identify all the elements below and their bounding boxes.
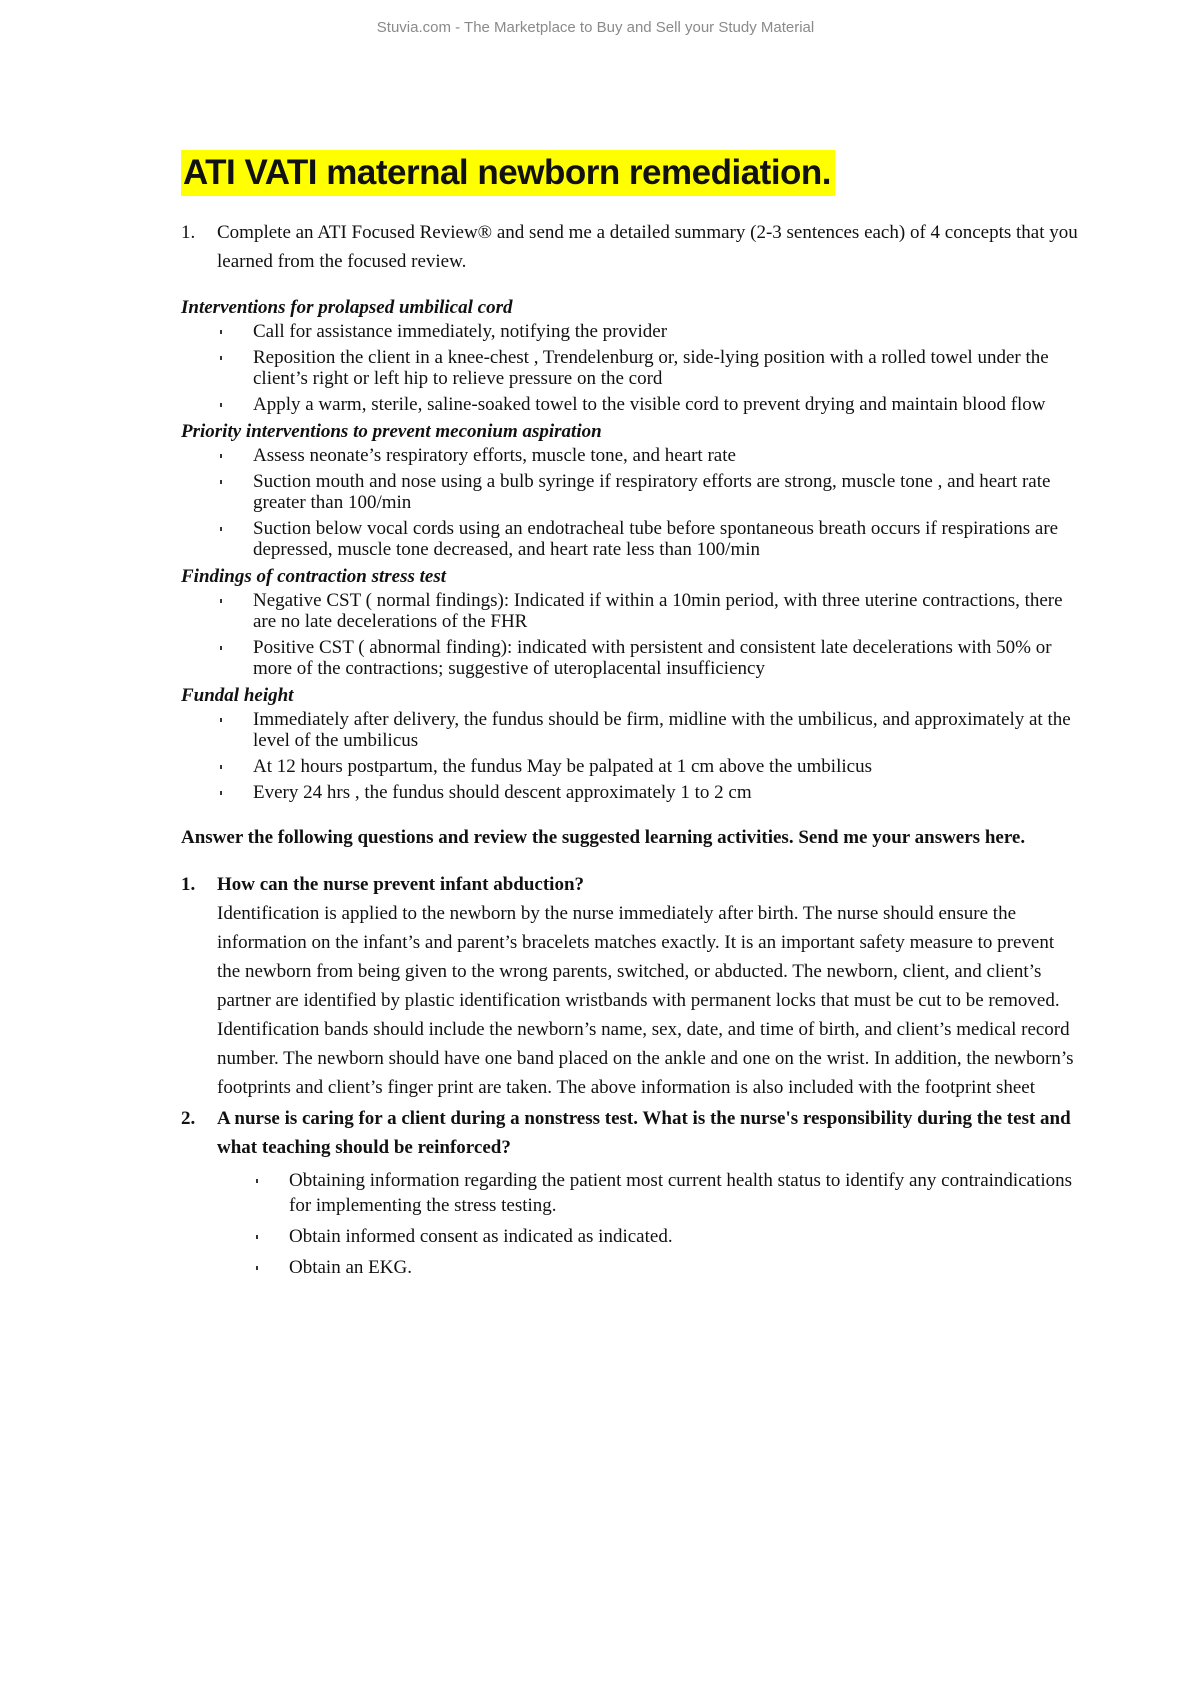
list-item: At 12 hours postpartum, the fundus May be palpated at 1 cm above the umbilicus: [217, 756, 1081, 777]
section-heading-contraction-stress-test: Findings of contraction stress test: [181, 566, 446, 587]
list-item: Obtain informed consent as indicated as indicated.: [253, 1224, 1081, 1249]
list-item: Call for assistance immediately, notifying the provider: [217, 321, 1081, 342]
list-item: Suction below vocal cords using an endotracheal tube before spontaneous breath occurs if respirations are depressed, muscle tone decreased, and heart rate less than 100/min: [217, 518, 1081, 560]
section-heading-meconium-aspiration: Priority interventions to prevent meconium aspiration: [181, 421, 602, 442]
page-title: ATI VATI maternal newborn remediation.: [181, 150, 835, 196]
list-item: Apply a warm, sterile, saline-soaked towel to the visible cord to prevent drying and maintain blood flow: [217, 394, 1081, 415]
list-item: Reposition the client in a knee-chest , Trendelenburg or, side-lying position with a rolled towel under the client’s right or left hip to relieve pressure on the cord: [217, 347, 1081, 389]
list-item: Obtaining information regarding the patient most current health status to identify any contraindications for implementing the stress testing.: [253, 1168, 1081, 1218]
section-list-meconium-aspiration: [181, 445, 1081, 560]
list-item: Positive CST ( abnormal finding): indicated with persistent and consistent late decelerations with 50% or more of the contractions; suggestive of uteroplacental insufficiency: [217, 637, 1081, 679]
question-2: [181, 1104, 1081, 1162]
section-list-contraction-stress-test: [181, 590, 1081, 679]
list-item: Obtain an EKG.: [253, 1255, 1081, 1280]
question-1: [181, 870, 1081, 899]
section-list-prolapsed-cord: [181, 321, 1081, 415]
instructions-text: Answer the following questions and review the suggested learning activities. Send me your answers here.: [181, 827, 1026, 848]
list-item: Every 24 hrs , the fundus should descent approximately 1 to 2 cm: [217, 782, 1081, 803]
section-heading-prolapsed-cord: Interventions for prolapsed umbilical cord: [181, 297, 513, 318]
question-number: 2.: [181, 1108, 196, 1129]
document-page: [181, 150, 1081, 1286]
question-number: 1.: [181, 874, 196, 895]
question-text: A nurse is caring for a client during a nonstress test. What is the nurse's responsibility during the test and what teaching should be reinforced?: [217, 1108, 1071, 1158]
answer-2-list: [181, 1168, 1081, 1280]
intro-text: Complete an ATI Focused Review® and send me a detailed summary (2-3 sentences each) of 4 concepts that you learned from the focused review.: [217, 222, 1078, 272]
list-item: Suction mouth and nose using a bulb syringe if respiratory efforts are strong, muscle tone , and heart rate greater than 100/min: [217, 471, 1081, 513]
watermark-text: Stuvia.com - The Marketplace to Buy and Sell your Study Material: [376, 19, 815, 36]
intro-item: [181, 218, 1081, 276]
list-item: Assess neonate’s respiratory efforts, muscle tone, and heart rate: [217, 445, 1081, 466]
answer-1: Identification is applied to the newborn by the nurse immediately after birth. The nurse should ensure the information on the infant’s and parent’s bracelets matches exactly. It is an important safety measure to prevent the newborn from being given to the wrong parents, switched, or abducted. The newborn, client, and client’s partner are identified by plastic identification wristbands with permanent locks that must be cut to be removed. Identification bands should include the newborn’s name, sex, date, and time of birth, and client’s medical record number. The newborn should have one band placed on the ankle and one on the wrist. In addition, the newborn’s footprints and client’s finger print are taken. The above information is also included with the footprint sheet: [217, 903, 1074, 1098]
section-list-fundal-height: [181, 709, 1081, 803]
intro-number: 1.: [181, 222, 196, 243]
list-item: Immediately after delivery, the fundus should be firm, midline with the umbilicus, and approximately at the level of the umbilicus: [217, 709, 1081, 751]
section-heading-fundal-height: Fundal height: [181, 685, 294, 706]
question-text: How can the nurse prevent infant abduction?: [217, 874, 585, 895]
list-item: Negative CST ( normal findings): Indicated if within a 10min period, with three uterine contractions, there are no late decelerations of the FHR: [217, 590, 1081, 632]
